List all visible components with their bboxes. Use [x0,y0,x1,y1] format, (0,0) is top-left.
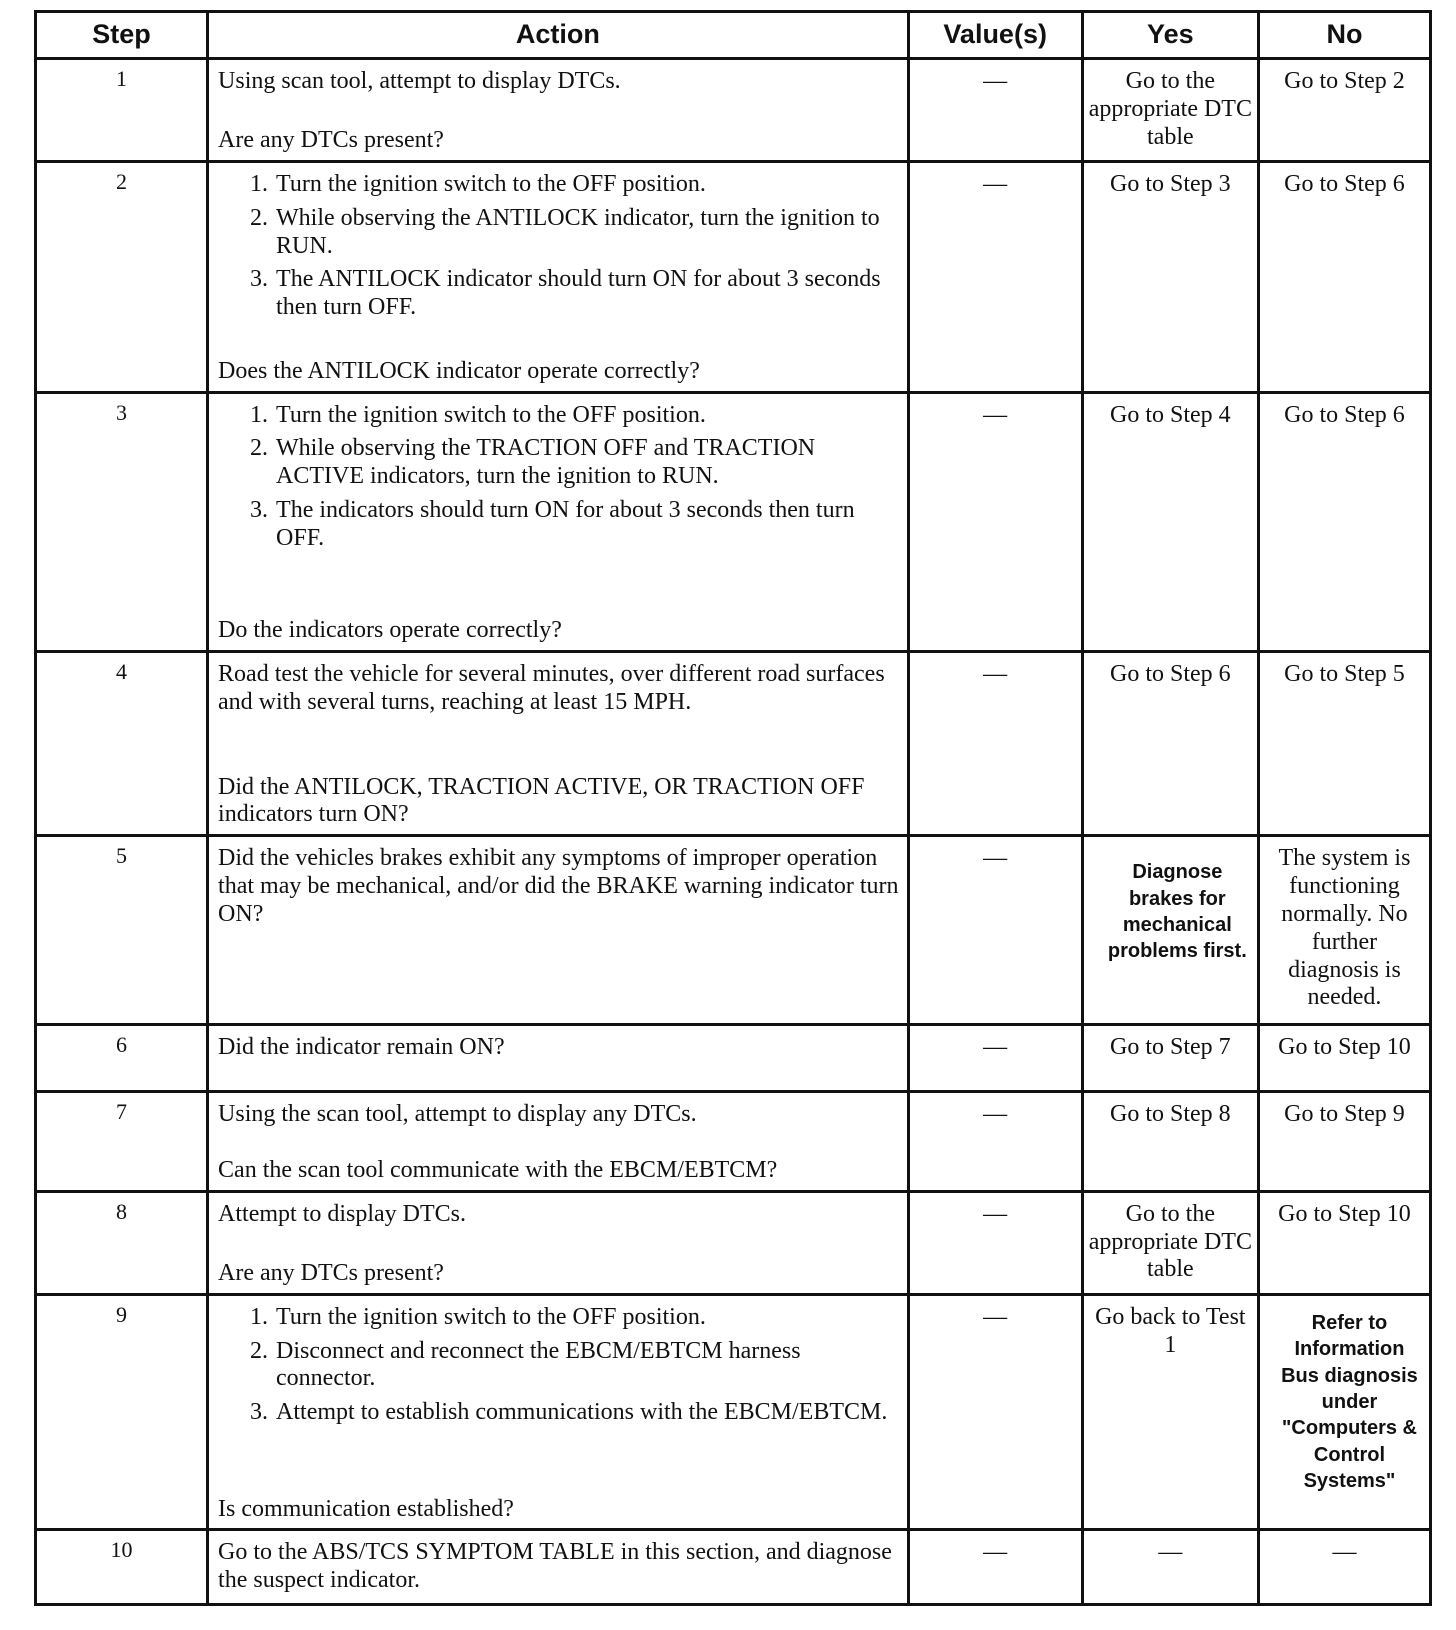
table-row [36,1092,1431,1191]
action-cell [208,1530,909,1605]
step-number: 6 [36,1024,208,1092]
action-steps [218,171,900,322]
no-cell: Go to Step 10 [1258,1191,1430,1294]
table-row [36,651,1431,835]
action-question: Is communication established? [218,1495,514,1522]
yes-cell: Go to Step 4 [1082,392,1258,651]
table-row [36,1024,1431,1092]
action-steps [218,1304,900,1427]
action-step: 3. The ANTILOCK indicator should turn ON for about 3 seconds then turn OFF. [274,266,900,322]
yes-cell: Go to the appropriate DTC table [1082,1191,1258,1294]
table-row [36,1530,1431,1605]
yes-cell: Diagnose brakes for mechanical problems first. [1082,836,1258,1025]
action-text: Did the vehicles brakes exhibit any symptoms of improper operation that may be mechanical, and/or did the BRAKE warning indicator turn ON? [218,845,899,927]
value-cell: — [908,1024,1082,1092]
step-number: 5 [36,836,208,1025]
action-question: Does the ANTILOCK indicator operate correctly? [218,357,700,384]
table-row [36,161,1431,392]
action-cell [208,836,909,1025]
action-cell [208,651,909,835]
action-cell [208,1191,909,1294]
value-cell: — [908,836,1082,1025]
header-yes: Yes [1082,12,1258,59]
action-step: 2. While observing the ANTILOCK indicator, turn the ignition to RUN. [274,205,900,261]
value-cell: — [908,1092,1082,1191]
yes-cell: Go to the appropriate DTC table [1082,59,1258,162]
action-cell [208,1024,909,1092]
table-row [36,392,1431,651]
no-cell: Go to Step 6 [1258,392,1430,651]
action-question: Did the ANTILOCK, TRACTION ACTIVE, OR TRACTION OFF indicators turn ON? [218,773,865,828]
step-number: 1 [36,59,208,162]
action-cell [208,161,909,392]
header-row [36,12,1431,59]
yes-cell: Go to Step 6 [1082,651,1258,835]
action-text: Road test the vehicle for several minutes, over different road surfaces and with several turns, reaching at least 15 MPH. [218,660,885,715]
header-no: No [1258,12,1430,59]
action-step: 3. The indicators should turn ON for about 3 seconds then turn OFF. [274,497,900,553]
diagnostic-table-sheet [34,10,1432,1606]
step-number: 3 [36,392,208,651]
value-cell: — [908,1530,1082,1605]
no-cell: Refer to Information Bus diagnosis under "Computers & Control Systems" [1258,1294,1430,1530]
yes-cell: — [1082,1530,1258,1605]
step-number: 2 [36,161,208,392]
no-cell: The system is functioning normally. No further diagnosis is needed. [1258,836,1430,1025]
value-cell: — [908,1294,1082,1530]
table-row [36,836,1431,1025]
step-number: 4 [36,651,208,835]
value-cell: — [908,651,1082,835]
table-row [36,59,1431,162]
value-cell: — [908,392,1082,651]
value-cell: — [908,161,1082,392]
yes-cell: Go to Step 7 [1082,1024,1258,1092]
table-row [36,1294,1431,1530]
step-number: 8 [36,1191,208,1294]
action-cell [208,59,909,162]
table-row [36,1191,1431,1294]
action-text: Using scan tool, attempt to display DTCs. [218,68,621,94]
action-step: 3. Attempt to establish communications with the EBCM/EBTCM. [274,1399,900,1427]
yes-cell: Go to Step 3 [1082,161,1258,392]
action-question: Are any DTCs present? [218,127,444,154]
action-step: 1. Turn the ignition switch to the OFF position. [274,402,900,430]
no-cell: Go to Step 2 [1258,59,1430,162]
value-cell: — [908,59,1082,162]
no-cell: Go to Step 10 [1258,1024,1430,1092]
step-number: 7 [36,1092,208,1191]
yes-cell: Go to Step 8 [1082,1092,1258,1191]
action-question: Can the scan tool communicate with the EBCM/EBTCM? [218,1156,778,1183]
header-values: Value(s) [908,12,1082,59]
no-cell: Go to Step 6 [1258,161,1430,392]
no-cell: Go to Step 5 [1258,651,1430,835]
step-number: 9 [36,1294,208,1530]
diagnostic-table [34,10,1432,1606]
action-question: Are any DTCs present? [218,1259,444,1286]
action-step: 1. Turn the ignition switch to the OFF position. [274,171,900,199]
no-cell: Go to Step 9 [1258,1092,1430,1191]
action-text: Using the scan tool, attempt to display any DTCs. [218,1101,697,1128]
action-step: 2. While observing the TRACTION OFF and TRACTION ACTIVE indicators, turn the ignition to RUN. [274,435,900,491]
value-cell: — [908,1191,1082,1294]
header-step: Step [36,12,208,59]
action-cell [208,1092,909,1191]
yes-cell: Go back to Test 1 [1082,1294,1258,1530]
action-steps [218,402,900,553]
action-text: Attempt to display DTCs. [218,1200,467,1227]
action-cell [208,1294,909,1530]
action-cell [208,392,909,651]
action-text: Did the indicator remain ON? [218,1033,505,1060]
no-cell: — [1258,1530,1430,1605]
action-question: Do the indicators operate correctly? [218,616,562,643]
action-step: 1. Turn the ignition switch to the OFF position. [274,1304,900,1332]
step-number: 10 [36,1530,208,1605]
header-action: Action [208,12,909,59]
action-step: 2. Disconnect and reconnect the EBCM/EBTCM harness connector. [274,1338,900,1394]
action-text: Go to the ABS/TCS SYMPTOM TABLE in this section, and diagnose the suspect indicator. [218,1539,892,1594]
